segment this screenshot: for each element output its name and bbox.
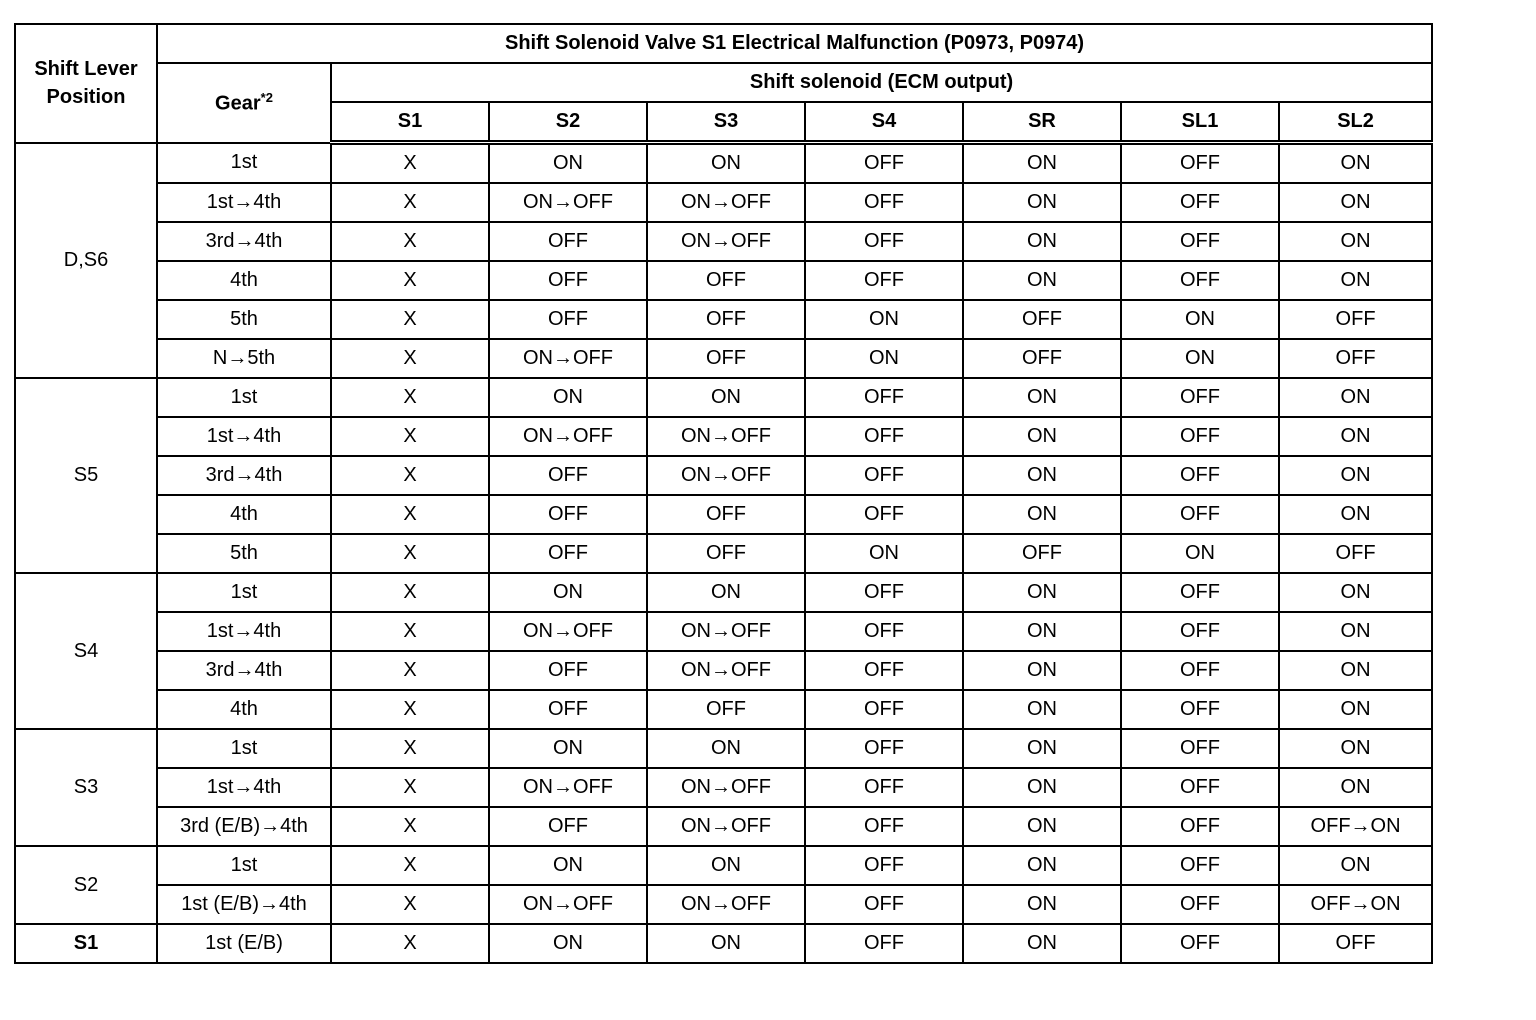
- table-row: [15, 690, 1432, 729]
- solenoid-value-cell: X: [331, 768, 489, 807]
- solenoid-value-cell: OFF: [489, 495, 647, 534]
- solenoid-value-cell: X: [331, 339, 489, 378]
- solenoid-value-cell: ON→OFF: [647, 807, 805, 846]
- table-row: [15, 183, 1432, 222]
- table-row: [15, 339, 1432, 378]
- solenoid-value-cell: X: [331, 573, 489, 612]
- solenoid-value-cell: X: [331, 612, 489, 651]
- solenoid-value-cell: OFF: [647, 495, 805, 534]
- solenoid-value-cell: OFF: [489, 534, 647, 573]
- solenoid-value-cell: OFF: [805, 729, 963, 768]
- gear-cell: 3rd (E/B)→4th: [157, 807, 331, 846]
- solenoid-value-cell: X: [331, 222, 489, 261]
- solenoid-value-cell: ON→OFF: [489, 339, 647, 378]
- table-row: [15, 417, 1432, 456]
- solenoid-value-cell: ON→OFF: [647, 651, 805, 690]
- solenoid-value-cell: OFF: [1279, 534, 1432, 573]
- solenoid-value-cell: ON: [963, 885, 1121, 924]
- solenoid-value-cell: ON: [1279, 378, 1432, 417]
- table-row: [15, 612, 1432, 651]
- solenoid-value-cell: ON: [1279, 573, 1432, 612]
- solenoid-value-cell: OFF: [805, 417, 963, 456]
- solenoid-value-cell: OFF: [489, 456, 647, 495]
- solenoid-value-cell: ON: [489, 729, 647, 768]
- solenoid-value-cell: ON: [647, 378, 805, 417]
- solenoid-group-header: Shift solenoid (ECM output): [331, 63, 1432, 102]
- solenoid-value-cell: ON: [963, 495, 1121, 534]
- solenoid-value-cell: OFF: [1121, 573, 1279, 612]
- solenoid-value-cell: ON: [1121, 339, 1279, 378]
- table-row: [15, 300, 1432, 339]
- solenoid-table: [14, 23, 1433, 964]
- solenoid-value-cell: ON→OFF: [489, 183, 647, 222]
- solenoid-value-cell: ON: [1279, 651, 1432, 690]
- solenoid-value-cell: ON→OFF: [489, 768, 647, 807]
- shift-lever-position-cell: D,S6: [15, 143, 157, 379]
- gear-cell: 1st: [157, 846, 331, 885]
- solenoid-value-cell: OFF: [963, 300, 1121, 339]
- solenoid-value-cell: ON: [1279, 612, 1432, 651]
- solenoid-value-cell: OFF: [805, 261, 963, 300]
- solenoid-value-cell: OFF: [1121, 222, 1279, 261]
- solenoid-value-cell: OFF: [963, 339, 1121, 378]
- solenoid-value-cell: X: [331, 729, 489, 768]
- solenoid-value-cell: X: [331, 924, 489, 963]
- gear-cell: 1st (E/B)→4th: [157, 885, 331, 924]
- gear-cell: 1st (E/B): [157, 924, 331, 963]
- solenoid-value-cell: OFF: [1121, 456, 1279, 495]
- gear-cell: 4th: [157, 690, 331, 729]
- table-row: [15, 222, 1432, 261]
- solenoid-value-cell: ON: [1279, 690, 1432, 729]
- solenoid-value-cell: ON: [963, 456, 1121, 495]
- gear-header: [157, 63, 331, 143]
- solenoid-value-cell: OFF: [647, 339, 805, 378]
- solenoid-value-cell: OFF: [805, 378, 963, 417]
- solenoid-header-sr: SR: [963, 102, 1121, 143]
- table-row: [15, 261, 1432, 300]
- solenoid-value-cell: ON: [1279, 183, 1432, 222]
- solenoid-value-cell: OFF: [1121, 924, 1279, 963]
- solenoid-value-cell: ON: [1121, 534, 1279, 573]
- solenoid-value-cell: OFF: [1121, 183, 1279, 222]
- solenoid-value-cell: X: [331, 378, 489, 417]
- solenoid-value-cell: ON: [963, 378, 1121, 417]
- table-row: [15, 768, 1432, 807]
- solenoid-header-s4: S4: [805, 102, 963, 143]
- gear-label: Gear: [215, 92, 261, 115]
- solenoid-value-cell: ON: [963, 690, 1121, 729]
- solenoid-value-cell: ON: [489, 573, 647, 612]
- solenoid-value-cell: OFF: [805, 456, 963, 495]
- table-row: [15, 885, 1432, 924]
- solenoid-value-cell: ON: [1121, 300, 1279, 339]
- table-row: [15, 651, 1432, 690]
- solenoid-value-cell: X: [331, 534, 489, 573]
- solenoid-value-cell: OFF: [805, 846, 963, 885]
- solenoid-value-cell: OFF: [1121, 729, 1279, 768]
- solenoid-value-cell: ON: [1279, 768, 1432, 807]
- gear-cell: 1st→4th: [157, 768, 331, 807]
- table-row: [15, 534, 1432, 573]
- solenoid-header-s2: S2: [489, 102, 647, 143]
- solenoid-value-cell: OFF: [489, 651, 647, 690]
- gear-footnote: *2: [260, 89, 273, 105]
- solenoid-value-cell: OFF: [1279, 924, 1432, 963]
- solenoid-value-cell: ON→OFF: [647, 768, 805, 807]
- solenoid-value-cell: OFF: [489, 222, 647, 261]
- shift-lever-position-cell: S5: [15, 378, 157, 573]
- solenoid-value-cell: ON: [1279, 456, 1432, 495]
- solenoid-value-cell: OFF: [1279, 339, 1432, 378]
- solenoid-value-cell: X: [331, 807, 489, 846]
- solenoid-header-s3: S3: [647, 102, 805, 143]
- solenoid-value-cell: OFF: [805, 612, 963, 651]
- table-row: [15, 846, 1432, 885]
- solenoid-value-cell: OFF: [1121, 495, 1279, 534]
- solenoid-value-cell: OFF: [489, 261, 647, 300]
- solenoid-value-cell: ON: [963, 222, 1121, 261]
- solenoid-value-cell: ON: [963, 768, 1121, 807]
- solenoid-value-cell: ON: [805, 534, 963, 573]
- gear-cell: 4th: [157, 495, 331, 534]
- gear-cell: 4th: [157, 261, 331, 300]
- solenoid-value-cell: ON→OFF: [489, 885, 647, 924]
- solenoid-value-cell: ON→OFF: [647, 222, 805, 261]
- solenoid-value-cell: ON: [1279, 261, 1432, 300]
- solenoid-value-cell: ON: [489, 143, 647, 184]
- solenoid-value-cell: OFF: [489, 807, 647, 846]
- solenoid-value-cell: OFF: [805, 885, 963, 924]
- solenoid-value-cell: ON: [1279, 846, 1432, 885]
- table-row: [15, 495, 1432, 534]
- solenoid-value-cell: ON: [489, 378, 647, 417]
- solenoid-value-cell: OFF: [805, 651, 963, 690]
- gear-cell: 1st→4th: [157, 612, 331, 651]
- solenoid-value-cell: OFF: [1279, 300, 1432, 339]
- solenoid-value-cell: OFF: [805, 924, 963, 963]
- table-row: [15, 456, 1432, 495]
- solenoid-value-cell: OFF: [1121, 417, 1279, 456]
- table-row: [15, 807, 1432, 846]
- solenoid-value-cell: OFF: [1121, 690, 1279, 729]
- solenoid-value-cell: OFF: [805, 183, 963, 222]
- table-header: [15, 24, 1432, 143]
- solenoid-value-cell: ON: [963, 924, 1121, 963]
- solenoid-value-cell: ON: [489, 924, 647, 963]
- solenoid-value-cell: OFF: [805, 143, 963, 184]
- solenoid-header-sl1: SL1: [1121, 102, 1279, 143]
- solenoid-value-cell: OFF: [805, 690, 963, 729]
- solenoid-value-cell: X: [331, 495, 489, 534]
- solenoid-value-cell: X: [331, 456, 489, 495]
- solenoid-value-cell: X: [331, 183, 489, 222]
- solenoid-value-cell: ON: [647, 573, 805, 612]
- solenoid-header-sl2: SL2: [1279, 102, 1432, 143]
- solenoid-value-cell: X: [331, 846, 489, 885]
- solenoid-value-cell: ON: [805, 339, 963, 378]
- solenoid-value-cell: OFF: [1121, 143, 1279, 184]
- gear-cell: 1st: [157, 143, 331, 184]
- solenoid-value-cell: ON: [963, 143, 1121, 184]
- solenoid-value-cell: ON: [1279, 495, 1432, 534]
- solenoid-value-cell: ON→OFF: [647, 417, 805, 456]
- solenoid-value-cell: ON→OFF: [647, 885, 805, 924]
- solenoid-value-cell: OFF: [805, 573, 963, 612]
- solenoid-value-cell: ON: [963, 183, 1121, 222]
- gear-cell: 3rd→4th: [157, 651, 331, 690]
- table-row: [15, 924, 1432, 963]
- solenoid-value-cell: ON: [963, 651, 1121, 690]
- solenoid-value-cell: OFF→ON: [1279, 807, 1432, 846]
- table-row: [15, 143, 1432, 184]
- solenoid-value-cell: ON: [489, 846, 647, 885]
- solenoid-value-cell: OFF: [489, 300, 647, 339]
- gear-cell: 3rd→4th: [157, 222, 331, 261]
- gear-cell: 1st→4th: [157, 183, 331, 222]
- solenoid-value-cell: ON: [805, 300, 963, 339]
- solenoid-value-cell: OFF: [647, 261, 805, 300]
- solenoid-value-cell: ON→OFF: [647, 612, 805, 651]
- solenoid-value-cell: ON: [963, 573, 1121, 612]
- solenoid-value-cell: OFF: [1121, 885, 1279, 924]
- solenoid-value-cell: ON: [647, 143, 805, 184]
- solenoid-value-cell: ON: [1279, 222, 1432, 261]
- solenoid-value-cell: ON: [647, 924, 805, 963]
- solenoid-value-cell: X: [331, 300, 489, 339]
- solenoid-value-cell: ON: [1279, 729, 1432, 768]
- solenoid-value-cell: ON: [963, 807, 1121, 846]
- solenoid-value-cell: X: [331, 143, 489, 184]
- gear-cell: 3rd→4th: [157, 456, 331, 495]
- gear-cell: N→5th: [157, 339, 331, 378]
- solenoid-value-cell: ON: [963, 846, 1121, 885]
- table-body: [15, 143, 1432, 964]
- solenoid-header-s1: S1: [331, 102, 489, 143]
- solenoid-value-cell: ON: [963, 729, 1121, 768]
- gear-cell: 1st→4th: [157, 417, 331, 456]
- solenoid-value-cell: ON: [963, 417, 1121, 456]
- solenoid-value-cell: ON→OFF: [647, 456, 805, 495]
- solenoid-value-cell: OFF: [647, 300, 805, 339]
- solenoid-value-cell: OFF→ON: [1279, 885, 1432, 924]
- solenoid-value-cell: X: [331, 651, 489, 690]
- solenoid-value-cell: X: [331, 690, 489, 729]
- solenoid-value-cell: OFF: [1121, 378, 1279, 417]
- table-row: [15, 378, 1432, 417]
- solenoid-value-cell: ON: [963, 612, 1121, 651]
- solenoid-value-cell: ON→OFF: [647, 183, 805, 222]
- gear-cell: 5th: [157, 534, 331, 573]
- solenoid-value-cell: OFF: [647, 690, 805, 729]
- solenoid-value-cell: X: [331, 885, 489, 924]
- shift-lever-position-cell: S4: [15, 573, 157, 729]
- solenoid-value-cell: X: [331, 261, 489, 300]
- solenoid-value-cell: OFF: [805, 807, 963, 846]
- solenoid-value-cell: ON: [647, 729, 805, 768]
- solenoid-value-cell: X: [331, 417, 489, 456]
- gear-cell: 1st: [157, 573, 331, 612]
- solenoid-value-cell: ON: [1279, 143, 1432, 184]
- shift-lever-position-cell: S1: [15, 924, 157, 963]
- solenoid-value-cell: OFF: [805, 768, 963, 807]
- solenoid-value-cell: OFF: [1121, 612, 1279, 651]
- solenoid-value-cell: OFF: [1121, 846, 1279, 885]
- solenoid-value-cell: ON→OFF: [489, 612, 647, 651]
- solenoid-value-cell: ON: [1279, 417, 1432, 456]
- solenoid-value-cell: ON→OFF: [489, 417, 647, 456]
- solenoid-value-cell: ON: [647, 846, 805, 885]
- solenoid-value-cell: OFF: [805, 222, 963, 261]
- gear-cell: 5th: [157, 300, 331, 339]
- table-row: [15, 573, 1432, 612]
- solenoid-value-cell: OFF: [1121, 768, 1279, 807]
- gear-cell: 1st: [157, 729, 331, 768]
- table-row: [15, 729, 1432, 768]
- solenoid-value-cell: OFF: [647, 534, 805, 573]
- shift-lever-position-header: Shift Lever Position: [15, 24, 157, 143]
- malfunction-title-header: Shift Solenoid Valve S1 Electrical Malfunction (P0973, P0974): [157, 24, 1432, 63]
- shift-lever-position-cell: S3: [15, 729, 157, 846]
- shift-lever-position-cell: S2: [15, 846, 157, 924]
- solenoid-value-cell: ON: [963, 261, 1121, 300]
- solenoid-value-cell: OFF: [1121, 261, 1279, 300]
- solenoid-value-cell: OFF: [489, 690, 647, 729]
- solenoid-value-cell: OFF: [1121, 651, 1279, 690]
- gear-cell: 1st: [157, 378, 331, 417]
- solenoid-value-cell: OFF: [963, 534, 1121, 573]
- solenoid-value-cell: OFF: [1121, 807, 1279, 846]
- solenoid-value-cell: OFF: [805, 495, 963, 534]
